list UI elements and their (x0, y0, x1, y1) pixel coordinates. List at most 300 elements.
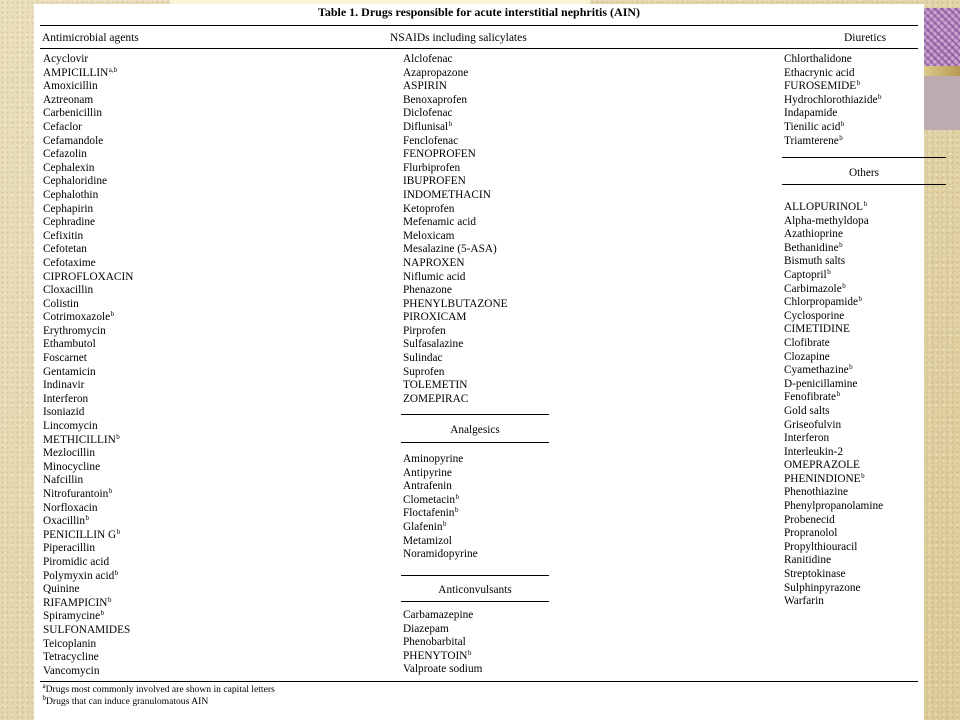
nsaid-item (403, 366, 508, 380)
drug-name: PIROXICAM (403, 311, 467, 324)
drug-name: Triamterene (784, 134, 839, 147)
other-drug-item (784, 582, 883, 596)
drug-name: Cefamandole (43, 134, 104, 147)
drug-name: Lincomycin (43, 420, 98, 433)
antimicrobial-item (43, 135, 133, 149)
footnote-marker: b (863, 200, 868, 208)
other-drug-item (784, 269, 883, 283)
analgesics-header: Analgesics (450, 424, 500, 436)
analgesic-item (403, 535, 478, 549)
footnote-marker: b (839, 240, 843, 249)
nsaid-item (403, 311, 508, 325)
antimicrobial-item (43, 434, 133, 448)
nsaid-item (403, 230, 508, 244)
drug-name: PHENINDIONE (784, 472, 861, 485)
drug-name: Antrafenin (403, 480, 452, 493)
antimicrobial-item (43, 107, 133, 121)
diuretic-item (784, 67, 881, 81)
footnote-marker: b (836, 390, 841, 399)
other-drug-item (784, 419, 883, 433)
drug-name: Phenylpropanolamine (784, 500, 884, 513)
drug-name: FUROSEMIDE (784, 80, 857, 93)
drug-name: PHENYTOIN (403, 649, 468, 662)
drug-name: Cefotaxime (43, 256, 96, 269)
anticonvulsant-item (403, 650, 482, 664)
antimicrobial-list (43, 53, 133, 678)
antimicrobial-item (43, 257, 133, 271)
drug-name: Cefazolin (43, 148, 87, 161)
footnote-marker: b (856, 79, 861, 88)
anticonvulsant-item (403, 663, 482, 677)
decorative-pattern (924, 8, 960, 70)
rule-top (40, 25, 918, 26)
antimicrobial-item (43, 325, 133, 339)
footnote-marker: b (455, 492, 460, 501)
rule-anticonvulsants-bottom (401, 601, 549, 602)
footnote-marker: b (108, 487, 113, 495)
rule-anticonvulsants-top (401, 575, 549, 576)
other-drug-item (784, 514, 883, 528)
analgesic-item (403, 521, 478, 535)
other-drug-item (784, 405, 883, 419)
antimicrobial-item (43, 638, 133, 652)
header-nsaids: NSAIDs including salicylates (390, 32, 527, 44)
footnote-marker: b (827, 267, 831, 276)
other-drug-item (784, 215, 883, 229)
other-drug-item (784, 323, 883, 337)
drug-name: FENOPROFEN (403, 148, 476, 161)
decorative-panel (924, 76, 960, 130)
analgesics-list (403, 453, 478, 562)
drug-name: Cotrimoxazole (43, 311, 111, 324)
other-drug-item (784, 554, 883, 568)
antimicrobial-item (43, 556, 133, 570)
drug-name: Phenothiazine (784, 486, 848, 499)
drug-name: Carbimazole (784, 282, 842, 295)
other-drug-item (784, 527, 883, 541)
drug-name: METHICILLIN (43, 433, 116, 446)
drug-name: Cephalexin (43, 161, 95, 174)
drug-name: IBUPROFEN (403, 175, 466, 188)
drug-name: Indinavir (43, 379, 85, 392)
antimicrobial-item (43, 352, 133, 366)
drug-name: Colistin (43, 297, 79, 310)
drug-name: Sulfasalazine (403, 338, 464, 351)
drug-name: Aminopyrine (403, 453, 464, 465)
other-drug-item (784, 255, 883, 269)
drug-name: Phenazone (403, 284, 452, 297)
antimicrobial-item (43, 203, 133, 217)
drug-name: Nafcillin (43, 474, 84, 487)
footnote-a-text: Drugs most commonly involved are shown in capital letters (45, 684, 275, 695)
other-drug-item (784, 541, 883, 555)
footnote-marker: b (861, 471, 865, 480)
footnote-marker: b (840, 119, 845, 128)
drug-name: Carbenicillin (43, 107, 102, 120)
drug-name: Alclofenac (403, 53, 453, 65)
nsaid-item (403, 121, 508, 135)
footnote-marker: b (849, 363, 853, 372)
other-drug-item (784, 568, 883, 582)
drug-name: Acyclovir (43, 53, 89, 65)
rule-analgesics-top (401, 414, 549, 415)
diuretic-item (784, 94, 881, 108)
nsaid-item (403, 107, 508, 121)
drug-name: Indapamide (784, 107, 838, 120)
drug-name: TOLEMETIN (403, 379, 468, 392)
drug-name: Valproate sodium (403, 663, 483, 676)
drug-name: Captopril (784, 268, 827, 281)
drug-name: Erythromycin (43, 324, 106, 337)
antimicrobial-item (43, 67, 133, 81)
antimicrobial-item (43, 570, 133, 584)
nsaid-item (403, 379, 508, 393)
footnote-marker: b (100, 609, 105, 618)
analgesic-item (403, 494, 478, 508)
drug-name: Noramidopyrine (403, 548, 478, 561)
other-drug-item (784, 500, 883, 514)
other-drug-item (784, 351, 883, 365)
drug-name: Diclofenac (403, 107, 453, 120)
drug-name: Propranolol (784, 527, 838, 540)
drug-name: Probenecid (784, 513, 835, 526)
antimicrobial-item (43, 420, 133, 434)
nsaid-item (403, 80, 508, 94)
rule-analgesics-bottom (401, 442, 549, 443)
footnotes (42, 684, 275, 708)
drug-name: CIPROFLOXACIN (43, 270, 134, 283)
nsaid-item (403, 298, 508, 312)
drug-name: Bethanidine (784, 241, 839, 254)
anticonvulsants-header: Anticonvulsants (438, 584, 512, 596)
other-drug-item (784, 446, 883, 460)
drug-name: NAPROXEN (403, 256, 465, 269)
other-drug-item (784, 364, 883, 378)
analgesic-item (403, 480, 478, 494)
drug-name: Alpha-methyldopa (784, 214, 869, 227)
drug-name: Ethambutol (43, 338, 96, 351)
other-drug-item (784, 459, 883, 473)
other-drug-item (784, 473, 883, 487)
other-drug-item (784, 296, 883, 310)
antimicrobial-item (43, 529, 133, 543)
antimicrobial-item (43, 366, 133, 380)
footnote-marker: b (110, 310, 115, 319)
drug-name: Vancomycin (43, 664, 100, 677)
drug-name: Cyclosporine (784, 309, 845, 322)
antimicrobial-item (43, 665, 133, 679)
drug-name: Ranitidine (784, 554, 832, 567)
drug-name: Cloxacillin (43, 284, 94, 297)
antimicrobial-item (43, 338, 133, 352)
antimicrobial-item (43, 216, 133, 230)
drug-name: D-penicillamine (784, 377, 858, 390)
antimicrobial-item (43, 379, 133, 393)
header-diuretics: Diuretics (844, 32, 887, 44)
antimicrobial-item (43, 406, 133, 420)
table-title: Table 1. Drugs responsible for acute interstitial nephritis (AIN) (317, 5, 641, 19)
drug-name: Nitrofurantoin (43, 488, 109, 500)
drug-name: Pirprofen (403, 324, 446, 337)
drug-name: Quinine (43, 583, 80, 596)
anticonvulsant-item (403, 636, 482, 650)
drug-name: Warfarin (784, 595, 824, 608)
drug-name: Ketoprofen (403, 202, 455, 215)
nsaid-item (403, 162, 508, 176)
nsaid-item (403, 189, 508, 203)
drug-name: Fenclofenac (403, 134, 459, 147)
antimicrobial-item (43, 271, 133, 285)
antimicrobial-item (43, 583, 133, 597)
drug-name: Teicoplanin (43, 637, 97, 650)
other-drug-item (784, 486, 883, 500)
diuretic-item (784, 107, 881, 121)
drug-name: Cephapirin (43, 202, 94, 215)
drug-name: Cephalothin (43, 188, 99, 201)
drug-name: Clozapine (784, 350, 830, 363)
drug-name: Cephradine (43, 216, 96, 229)
nsaid-item (403, 53, 508, 67)
other-drug-item (784, 242, 883, 256)
drug-name: Cefixitin (43, 229, 84, 242)
analgesic-item (403, 548, 478, 562)
footnote-b-text: Drugs that can induce granulomatous AIN (46, 696, 209, 707)
footnote-marker: b (448, 119, 453, 128)
antimicrobial-item (43, 610, 133, 624)
rule-others-top (782, 157, 946, 158)
drug-name: Foscarnet (43, 352, 87, 365)
other-drug-item (784, 337, 883, 351)
footnote-marker: b (877, 92, 882, 101)
antimicrobial-item (43, 515, 133, 529)
drug-name: RIFAMPICIN (43, 596, 108, 609)
drug-name: AMPICILLIN (43, 66, 109, 79)
drug-name: Niflumic acid (403, 270, 466, 283)
drug-name: Norfloxacin (43, 501, 98, 514)
drug-name: INDOMETHACIN (403, 188, 491, 201)
drug-name: Gold salts (784, 404, 830, 417)
anticonvulsant-item (403, 609, 482, 623)
antimicrobial-item (43, 488, 133, 502)
footnote-marker: b (454, 506, 459, 515)
nsaid-item (403, 203, 508, 217)
drug-name: CIMETIDINE (784, 323, 850, 336)
drug-name: Isoniazid (43, 406, 85, 419)
decorative-band (924, 66, 960, 76)
antimicrobial-item (43, 243, 133, 257)
drug-name: Interleukin-2 (784, 445, 843, 458)
antimicrobial-item (43, 393, 133, 407)
antimicrobial-item (43, 162, 133, 176)
drug-name: Benoxaprofen (403, 93, 467, 106)
other-drug-item (784, 310, 883, 324)
drug-name: Interferon (784, 432, 830, 445)
drug-name: Streptokinase (784, 568, 846, 581)
footnote-b-mark: b (42, 694, 46, 702)
footnote-marker: b (443, 519, 447, 528)
nsaid-item (403, 216, 508, 230)
footnote-marker: b (839, 133, 843, 142)
other-drug-item (784, 378, 883, 392)
diuretic-item (784, 135, 881, 149)
nsaid-item (403, 257, 508, 271)
footnote-a (42, 684, 275, 696)
nsaid-item (403, 243, 508, 257)
antimicrobial-item (43, 542, 133, 556)
drug-name: Chlorthalidone (784, 53, 852, 65)
drug-name: Sulindac (403, 352, 443, 365)
drug-name: Minocycline (43, 460, 101, 473)
nsaids-list (403, 53, 508, 406)
drug-name: Clometacin (403, 493, 456, 506)
antimicrobial-item (43, 80, 133, 94)
others-header: Others (848, 167, 880, 179)
antimicrobial-item (43, 298, 133, 312)
antimicrobial-item (43, 189, 133, 203)
drug-name: Mefenamic acid (403, 216, 477, 229)
footnote-marker: b (114, 568, 119, 577)
drug-name: SULFONAMIDES (43, 623, 131, 636)
antimicrobial-item (43, 284, 133, 298)
drug-name: Mezlocillin (43, 447, 96, 460)
nsaid-item (403, 284, 508, 298)
drug-name: Aztreonam (43, 93, 94, 106)
drug-name: Amoxicillin (43, 80, 98, 93)
footnote-marker: b (842, 281, 846, 290)
antimicrobial-item (43, 230, 133, 244)
nsaid-item (403, 325, 508, 339)
analgesic-item (403, 453, 478, 467)
drug-name: Diflunisal (403, 120, 449, 133)
other-drug-item (784, 228, 883, 242)
nsaid-item (403, 175, 508, 189)
nsaid-item (403, 338, 508, 352)
others-list (784, 201, 883, 609)
drug-name: ASPIRIN (403, 80, 447, 93)
nsaid-item (403, 393, 508, 407)
drug-name: Piperacillin (43, 542, 96, 555)
drug-name: Gentamicin (43, 365, 96, 378)
drug-name: Fenofibrate (784, 391, 837, 404)
other-drug-item (784, 595, 883, 609)
drug-name: Azapropazone (403, 66, 469, 79)
antimicrobial-item (43, 311, 133, 325)
diuretic-item (784, 53, 881, 67)
antimicrobial-item (43, 651, 133, 665)
drug-name: Chlorpropamide (784, 296, 859, 309)
drug-name: Sulphinpyrazone (784, 581, 861, 594)
footnote-marker: b (116, 527, 121, 536)
antimicrobial-item (43, 175, 133, 189)
drug-name: Cephaloridine (43, 175, 107, 188)
antimicrobial-item (43, 502, 133, 516)
drug-name: Cyamethazine (784, 364, 849, 377)
drug-name: Piromidic acid (43, 555, 110, 568)
drug-name: PENICILLIN G (43, 528, 117, 541)
nsaid-item (403, 271, 508, 285)
footnote-marker: b (467, 648, 472, 657)
drug-name: Flurbiprofen (403, 161, 461, 174)
antimicrobial-item (43, 53, 133, 67)
anticonvulsants-list (403, 609, 482, 677)
drug-name: Meloxicam (403, 229, 455, 242)
drug-name: ALLOPURINOL (784, 201, 864, 213)
drug-name: Hydrochlorothiazide (784, 93, 878, 106)
drug-name: OMEPRAZOLE (784, 459, 860, 472)
drug-name: Azathioprine (784, 228, 843, 241)
other-drug-item (784, 432, 883, 446)
drug-name: Floctafenin (403, 507, 455, 520)
footnote-b (42, 696, 275, 708)
drug-name: Antipyrine (403, 466, 452, 479)
drug-name: Diazepam (403, 622, 449, 635)
drug-name: Propylthiouracil (784, 540, 858, 553)
drug-name: Bismuth salts (784, 255, 846, 268)
footnote-marker: b (116, 432, 120, 441)
analgesic-item (403, 467, 478, 481)
other-drug-item (784, 283, 883, 297)
antimicrobial-item (43, 148, 133, 162)
rule-footnotes (40, 681, 918, 682)
antimicrobial-item (43, 94, 133, 108)
antimicrobial-item (43, 447, 133, 461)
drug-name: Tetracycline (43, 651, 99, 664)
drug-name: Glafenin (403, 520, 443, 533)
drug-name: Metamizol (403, 534, 452, 547)
drug-name: Clofibrate (784, 336, 830, 349)
footnote-marker: b (107, 595, 112, 604)
other-drug-item (784, 391, 883, 405)
drug-name: Polymyxin acid (43, 569, 115, 582)
drug-name: Phenobarbital (403, 636, 466, 649)
drug-name: Griseofulvin (784, 418, 842, 431)
drug-name: Cefaclor (43, 120, 82, 133)
drug-name: Ethacrynic acid (784, 66, 855, 79)
antimicrobial-item (43, 597, 133, 611)
anticonvulsant-item (403, 623, 482, 637)
drug-name: Carbamazepine (403, 609, 474, 621)
rule-header-bottom (40, 48, 918, 49)
drug-name: Tienilic acid (784, 120, 841, 133)
drug-name: Interferon (43, 392, 89, 405)
drug-name: Suprofen (403, 365, 445, 378)
nsaid-item (403, 94, 508, 108)
antimicrobial-item (43, 474, 133, 488)
footnote-marker: b (858, 295, 863, 304)
antimicrobial-item (43, 121, 133, 135)
drug-name: ZOMEPIRAC (403, 392, 469, 405)
header-antimicrobial: Antimicrobial agents (42, 32, 139, 44)
diuretic-item (784, 121, 881, 135)
other-drug-item (784, 201, 883, 215)
drug-name: Spiramycine (43, 610, 101, 623)
nsaid-item (403, 352, 508, 366)
nsaid-item (403, 148, 508, 162)
antimicrobial-item (43, 624, 133, 638)
antimicrobial-item (43, 461, 133, 475)
nsaid-item (403, 67, 508, 81)
diuretic-item (784, 80, 881, 94)
analgesic-item (403, 507, 478, 521)
footnote-a-mark: a (42, 682, 46, 690)
diuretics-list (784, 53, 881, 148)
nsaid-item (403, 135, 508, 149)
footnote-marker: a,b (108, 65, 118, 74)
drug-name: Mesalazine (5-ASA) (403, 243, 497, 256)
drug-name: Oxacillin (43, 515, 86, 528)
rule-others-bottom (782, 184, 946, 185)
drug-name: PHENYLBUTAZONE (403, 297, 508, 310)
